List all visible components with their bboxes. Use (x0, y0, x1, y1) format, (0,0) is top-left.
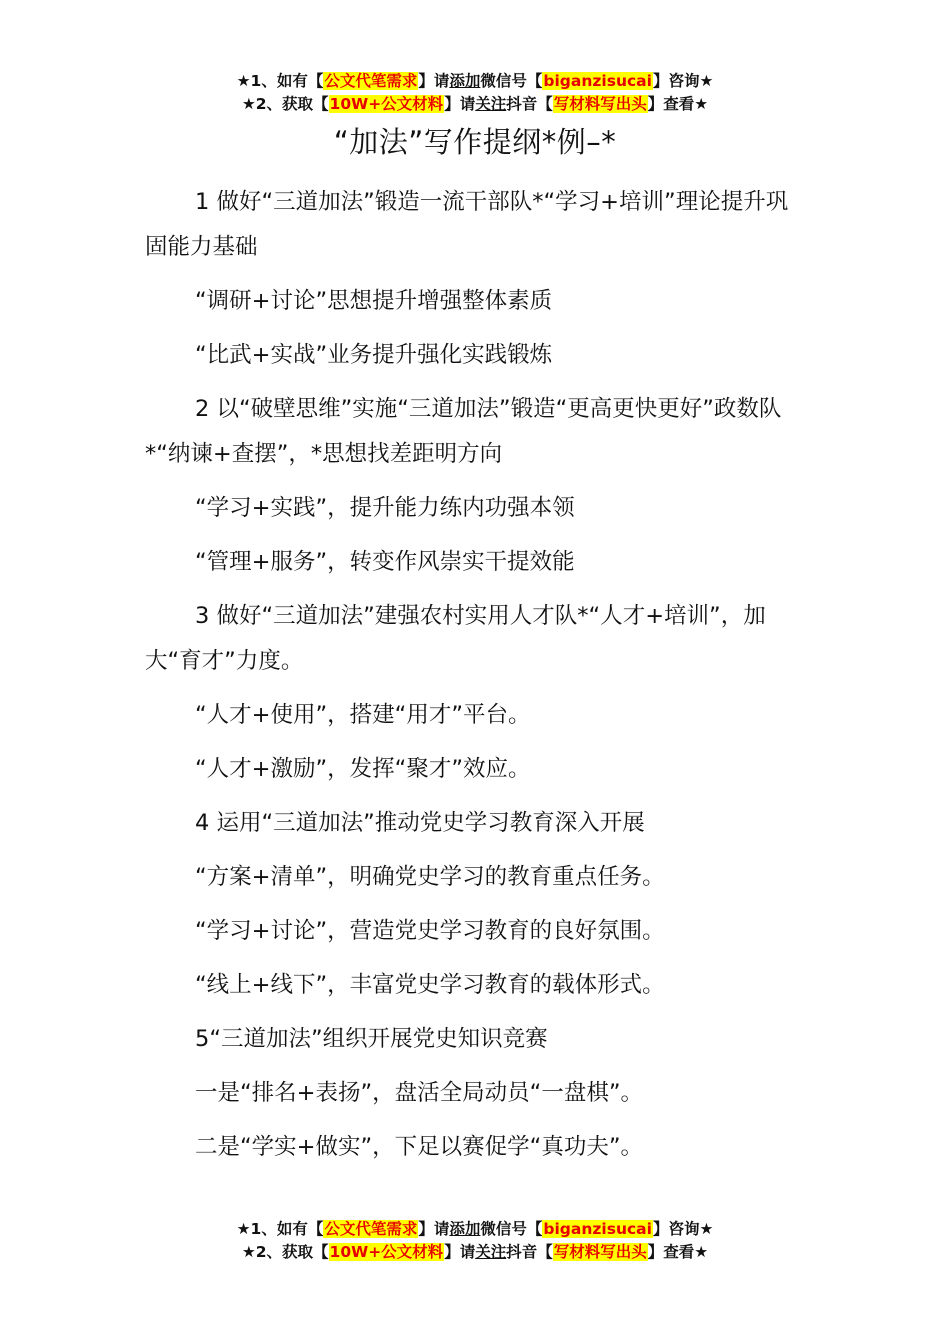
promo-underline: 关注 (475, 1243, 507, 1261)
promo-highlight-materials: 10W+公文材料 (329, 1243, 444, 1261)
paragraph: “学习+实践”，提升能力练内功强本领 (195, 495, 575, 521)
promo-text: 微信号【 (480, 1220, 543, 1238)
paragraph: 一是“排名+表扬”，盘活全局动员“一盘棋”。 (195, 1080, 643, 1106)
footer-promo-banner (0, 1218, 950, 1264)
promo-line-1 (0, 70, 950, 93)
promo-text: 】请 (444, 1243, 476, 1261)
paragraph: “学习+讨论”，营造党史学习教育的良好氛围。 (195, 918, 665, 944)
document-title: “加法”写作提纲*例–* (333, 125, 617, 159)
paragraph: 2 以“破壁思维”实施“三道加法”锻造“更高更快更好”政数队*“纳谏+查摆”，*思想找差距明方向 (145, 396, 782, 467)
paragraph: 5“三道加法”组织开展党史知识竞赛 (195, 1026, 548, 1052)
promo-text: 】查看★ (647, 95, 709, 113)
promo-underline: 添加 (449, 1220, 481, 1238)
promo-text: 抖音【 (506, 1243, 553, 1261)
promo-text: 】请 (418, 72, 450, 90)
paragraph: 4 运用“三道加法”推动党史学习教育深入开展 (195, 810, 645, 836)
promo-underline: 关注 (475, 95, 507, 113)
paragraph: “比武+实战”业务提升强化实践锻炼 (195, 342, 553, 368)
promo-highlight-wechat-id: biganzisucai (543, 1220, 652, 1238)
promo-text: 】咨询★ (652, 72, 714, 90)
promo-highlight-wechat-id: biganzisucai (543, 72, 652, 90)
promo-highlight-douyin: 写材料写出头 (553, 1243, 647, 1261)
paragraph: 1 做好“三道加法”锻造一流干部队*“学习+培训”理论提升巩固能力基础 (145, 189, 789, 260)
paragraph: “线上+线下”，丰富党史学习教育的载体形式。 (195, 972, 665, 998)
paragraph: “人才+使用”，搭建“用才”平台。 (195, 702, 531, 728)
promo-text: ★2、获取【 (241, 1243, 329, 1261)
promo-text: 】咨询★ (652, 1220, 714, 1238)
promo-text: 】请 (418, 1220, 450, 1238)
header-promo-banner (0, 70, 950, 116)
paragraph: “管理+服务”，转变作风崇实干提效能 (195, 549, 575, 575)
promo-text: 抖音【 (506, 95, 553, 113)
paragraph: “人才+激励”，发挥“聚才”效应。 (195, 756, 531, 782)
promo-highlight-douyin: 写材料写出头 (553, 95, 647, 113)
promo-text: 微信号【 (480, 72, 543, 90)
promo-text: 】查看★ (647, 1243, 709, 1261)
promo-line-2 (0, 93, 950, 116)
paragraph: 3 做好“三道加法”建强农村实用人才队*“人才+培训”，加大“育才”力度。 (145, 603, 766, 674)
promo-text: ★2、获取【 (241, 95, 329, 113)
promo-line-2 (0, 1241, 950, 1264)
promo-text: ★1、如有【 (236, 72, 324, 90)
promo-line-1 (0, 1218, 950, 1241)
paragraph: 二是“学实+做实”，下足以赛促学“真功夫”。 (195, 1134, 643, 1160)
promo-underline: 添加 (449, 72, 481, 90)
document-body (145, 180, 810, 1179)
promo-highlight-materials: 10W+公文材料 (329, 95, 444, 113)
paragraph: “调研+讨论”思想提升增强整体素质 (195, 288, 553, 314)
promo-text: ★1、如有【 (236, 1220, 324, 1238)
promo-text: 】请 (444, 95, 476, 113)
promo-highlight-service: 公文代笔需求 (324, 1220, 418, 1238)
paragraph: “方案+清单”，明确党史学习的教育重点任务。 (195, 864, 665, 890)
promo-highlight-service: 公文代笔需求 (324, 72, 418, 90)
